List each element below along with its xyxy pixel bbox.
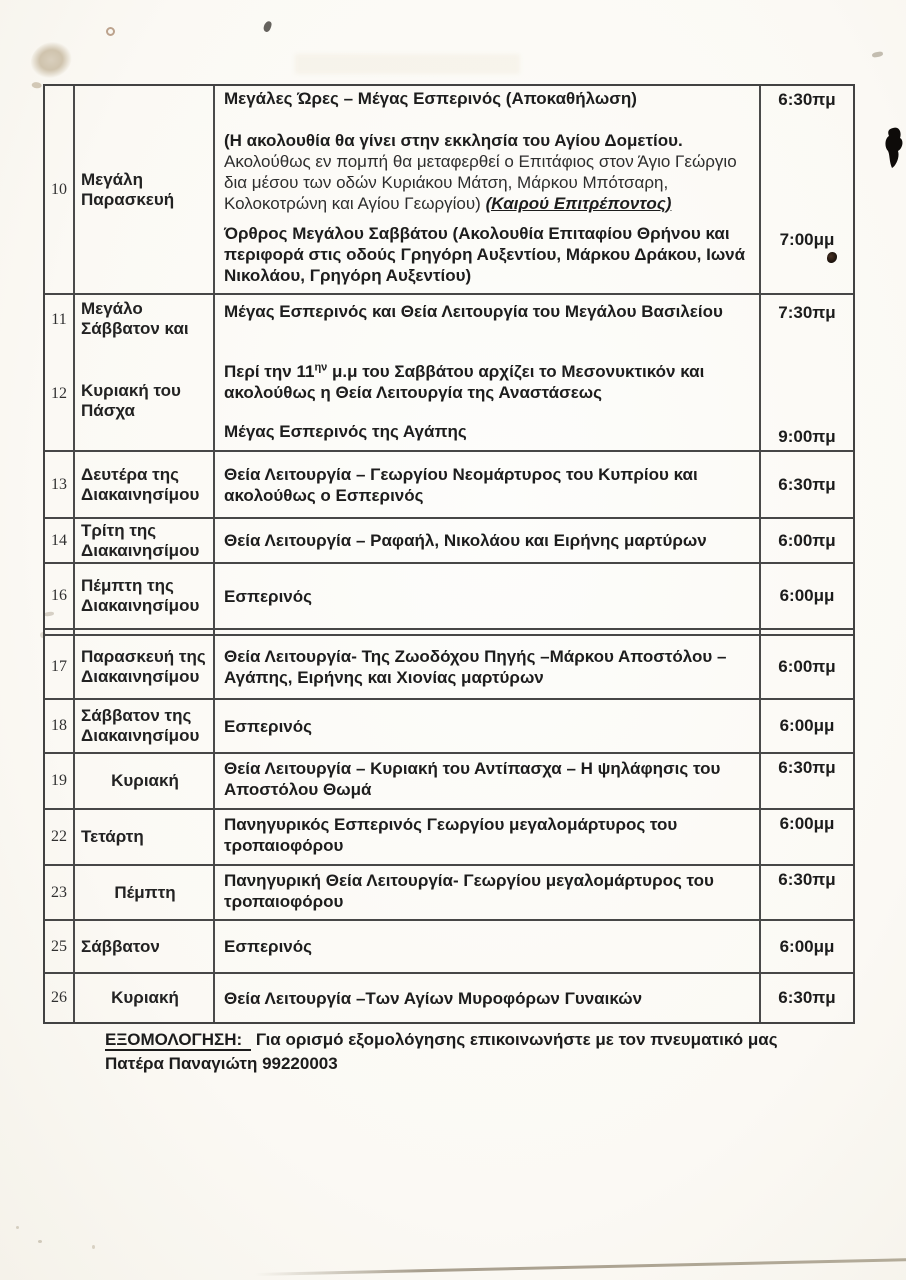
day-name: Δευτέρα της Διακαινησίμου bbox=[81, 464, 200, 504]
table-row bbox=[45, 754, 853, 810]
date-cell bbox=[45, 86, 75, 293]
day-name: Τετάρτη bbox=[81, 827, 144, 846]
date-number: 18 bbox=[51, 717, 67, 734]
date-number: 16 bbox=[51, 587, 67, 604]
service-cell bbox=[215, 700, 761, 752]
day-cell bbox=[75, 519, 215, 562]
time-cell bbox=[761, 921, 853, 972]
service-text-lead: (Η ακολουθία θα γίνει στην εκκλησία του Αγίου Δομετίου. bbox=[224, 131, 683, 150]
date-number: 25 bbox=[51, 937, 67, 955]
table-row bbox=[45, 564, 853, 630]
day-name: Κυριακή του Πάσχα bbox=[81, 381, 181, 420]
day-name: Παρασκευή της Διακαινησίμου bbox=[81, 647, 206, 686]
table-row bbox=[45, 866, 853, 921]
service-time: 6:00μμ bbox=[779, 586, 835, 605]
day-cell bbox=[75, 636, 215, 698]
day-name: Μεγάλο Σάββατον και bbox=[81, 299, 189, 338]
table-row bbox=[45, 810, 853, 866]
service-text: Εσπερινός bbox=[224, 937, 312, 956]
service-time: 6:00μμ bbox=[779, 716, 835, 735]
day-name: Σάββατον της Διακαινησίμου bbox=[81, 706, 200, 745]
day-cell bbox=[75, 564, 215, 628]
date-cell bbox=[45, 754, 75, 808]
service-cell bbox=[215, 974, 761, 1022]
day-name: Κυριακή bbox=[111, 771, 179, 790]
date-number: 13 bbox=[51, 475, 67, 493]
date-cell bbox=[45, 700, 75, 752]
service-cell bbox=[215, 810, 761, 864]
bottom-speck-mark bbox=[38, 1240, 42, 1243]
date-cell bbox=[45, 564, 75, 628]
time-cell bbox=[761, 295, 853, 450]
bleedthrough-ghost bbox=[295, 54, 520, 74]
day-name: Μεγάλη Παρασκευή bbox=[81, 169, 175, 209]
service-text: Πανηγυρικός Εσπερινός Γεωργίου μεγαλομάρτυρος του τροπαιοφόρου bbox=[224, 815, 678, 855]
time-cell bbox=[761, 519, 853, 562]
service-text: Θεία Λειτουργία – Γεωργίου Νεομάρτυρος του Κυπρίου και ακολούθως ο Εσπερινός bbox=[224, 464, 698, 505]
table-row bbox=[45, 86, 853, 295]
confession-label: ΕΞΟΜΟΛΟΓΗΣΗ: bbox=[105, 1030, 251, 1051]
bottom-speck-mark bbox=[92, 1245, 95, 1249]
ring-speck-mark bbox=[106, 27, 115, 36]
service-time: 6:30πμ bbox=[778, 758, 836, 777]
service-text bbox=[224, 361, 751, 403]
service-time: 7:00μμ bbox=[779, 230, 835, 249]
time-cell bbox=[761, 866, 853, 919]
confession-note bbox=[105, 1028, 800, 1076]
service-text bbox=[224, 130, 751, 214]
day-cell bbox=[75, 810, 215, 864]
service-cell bbox=[215, 452, 761, 517]
date-number: 14 bbox=[51, 531, 67, 549]
date-number: 22 bbox=[51, 828, 67, 845]
schedule-table bbox=[43, 84, 855, 1024]
date-number: 23 bbox=[51, 883, 67, 901]
service-text-body: Ακολούθως εν πομπή θα μεταφερθεί ο Επιτάφιος στον Άγιο Γεώργιο δια μέσου των οδών Κυριάκου Μάτση, Μάρκου Μπότσαρη, Κολοκοτρώνη και Αγίου Γεωργίου) bbox=[224, 152, 737, 213]
smudge-mark bbox=[26, 37, 75, 82]
date-number: 12 bbox=[51, 385, 67, 402]
service-text-post: μ.μ του Σαββάτου αρχίζει το Μεσονυκτικόν και ακολούθως η Θεία Λειτουργία της Αναστάσεως bbox=[224, 362, 705, 402]
table-row bbox=[45, 700, 853, 754]
date-cell bbox=[45, 866, 75, 919]
date-cell bbox=[45, 519, 75, 562]
date-number: 26 bbox=[51, 989, 67, 1006]
service-text: Θεία Λειτουργία – Κυριακή του Αντίπασχα – Η ψηλάφησις του Αποστόλου Θωμά bbox=[224, 759, 721, 799]
table-row bbox=[45, 921, 853, 974]
day-cell bbox=[75, 921, 215, 972]
service-text-note: (Καιρού Επιτρέποντος) bbox=[485, 194, 672, 213]
service-time: 7:30πμ bbox=[778, 303, 836, 322]
day-cell bbox=[75, 866, 215, 919]
service-text: Όρθρος Μεγάλου Σαββάτου (Ακολουθία Επιταφίου Θρήνου και περιφορά στις οδούς Γρηγόρη Αυξεντίου, Μάρκου Δράκου, Ιωνά Νικολάου, Γρηγόρη Αυξεντίου) bbox=[224, 224, 746, 285]
bottom-speck-mark bbox=[16, 1226, 19, 1229]
day-name: Πέμπτη της Διακαινησίμου bbox=[81, 576, 200, 615]
service-text: Πανηγυρική Θεία Λειτουργία- Γεωργίου μεγαλομάρτυρος του τροπαιοφόρου bbox=[224, 871, 714, 911]
day-cell bbox=[75, 754, 215, 808]
tiny-speck-mark bbox=[872, 51, 884, 58]
day-name: Πέμπτη bbox=[114, 882, 176, 902]
service-text: Εσπερινός bbox=[224, 586, 312, 606]
date-cell bbox=[45, 921, 75, 972]
dark-speck-mark bbox=[262, 20, 272, 33]
service-text-pre: Περί την 11 bbox=[224, 362, 315, 381]
table-row bbox=[45, 636, 853, 700]
service-time: 6:30πμ bbox=[778, 870, 836, 889]
table-row bbox=[45, 452, 853, 519]
service-cell bbox=[215, 86, 761, 293]
service-cell bbox=[215, 519, 761, 562]
day-cell bbox=[75, 452, 215, 517]
service-time: 6:30πμ bbox=[778, 90, 836, 109]
date-cell bbox=[45, 630, 75, 634]
time-cell bbox=[761, 636, 853, 698]
service-cell bbox=[215, 295, 761, 450]
date-cell bbox=[45, 452, 75, 517]
day-name: Κυριακή bbox=[111, 988, 179, 1007]
service-cell bbox=[215, 754, 761, 808]
service-text: Θεία Λειτουργία –Των Αγίων Μυροφόρων Γυναικών bbox=[224, 988, 643, 1008]
service-text: Μεγάλες Ώρες – Μέγας Εσπερινός (Αποκαθήλωση) bbox=[224, 89, 637, 108]
day-cell bbox=[75, 700, 215, 752]
service-time: 6:30πμ bbox=[778, 988, 836, 1007]
day-cell bbox=[75, 295, 215, 450]
service-cell bbox=[215, 636, 761, 698]
service-text: Θεία Λειτουργία- Της Ζωοδόχου Πηγής –Μάρκου Αποστόλου – Αγάπης, Ειρήνης και Χιονίας μαρτύρων bbox=[224, 647, 727, 687]
date-cell bbox=[45, 974, 75, 1022]
day-cell bbox=[75, 86, 215, 293]
service-cell bbox=[215, 866, 761, 919]
date-cell bbox=[45, 636, 75, 698]
service-cell bbox=[215, 921, 761, 972]
date-number: 19 bbox=[51, 772, 67, 789]
day-name: Σάββατον bbox=[81, 936, 160, 956]
day-name: Τρίτη της Διακαινησίμου bbox=[81, 520, 200, 560]
service-text: Μέγας Εσπερινός της Αγάπης bbox=[224, 422, 467, 441]
date-number: 10 bbox=[51, 180, 67, 198]
confession-text: Για ορισμό εξομολόγησης επικοινωνήστε με τον πνευματικό μας Πατέρα Παναγιώτη 99220003 bbox=[105, 1030, 778, 1073]
service-text: Εσπερινός bbox=[224, 716, 312, 736]
date-number: 11 bbox=[51, 311, 67, 328]
ink-dot-mark bbox=[827, 252, 837, 263]
time-cell bbox=[761, 810, 853, 864]
day-cell bbox=[75, 974, 215, 1022]
time-cell bbox=[761, 86, 853, 293]
table-row bbox=[45, 974, 853, 1022]
service-time: 6:00πμ bbox=[778, 657, 836, 676]
ink-blob-mark bbox=[883, 126, 903, 172]
service-cell bbox=[215, 564, 761, 628]
table-row bbox=[45, 519, 853, 564]
time-cell bbox=[761, 564, 853, 628]
date-number: 17 bbox=[51, 658, 67, 675]
service-text: Μέγας Εσπερινός και Θεία Λειτουργία του Μεγάλου Βασιλείου bbox=[224, 302, 723, 321]
table-row bbox=[45, 295, 853, 452]
time-cell bbox=[761, 452, 853, 517]
date-cell bbox=[45, 295, 75, 450]
service-time: 6:00μμ bbox=[779, 936, 835, 956]
time-cell bbox=[761, 700, 853, 752]
service-time: 9:00πμ bbox=[778, 427, 836, 446]
date-cell bbox=[45, 810, 75, 864]
service-time: 6:00πμ bbox=[778, 530, 836, 550]
service-text: Θεία Λειτουργία – Ραφαήλ, Νικολάου και Ειρήνης μαρτύρων bbox=[224, 531, 707, 550]
day-cell bbox=[75, 630, 215, 634]
superscript: ην bbox=[314, 361, 328, 374]
time-cell bbox=[761, 754, 853, 808]
service-time: 6:00μμ bbox=[779, 814, 835, 833]
service-cell bbox=[215, 630, 761, 634]
time-cell bbox=[761, 974, 853, 1022]
time-cell bbox=[761, 630, 853, 634]
paper-edge-line bbox=[255, 1258, 906, 1276]
service-time: 6:30πμ bbox=[778, 474, 836, 494]
